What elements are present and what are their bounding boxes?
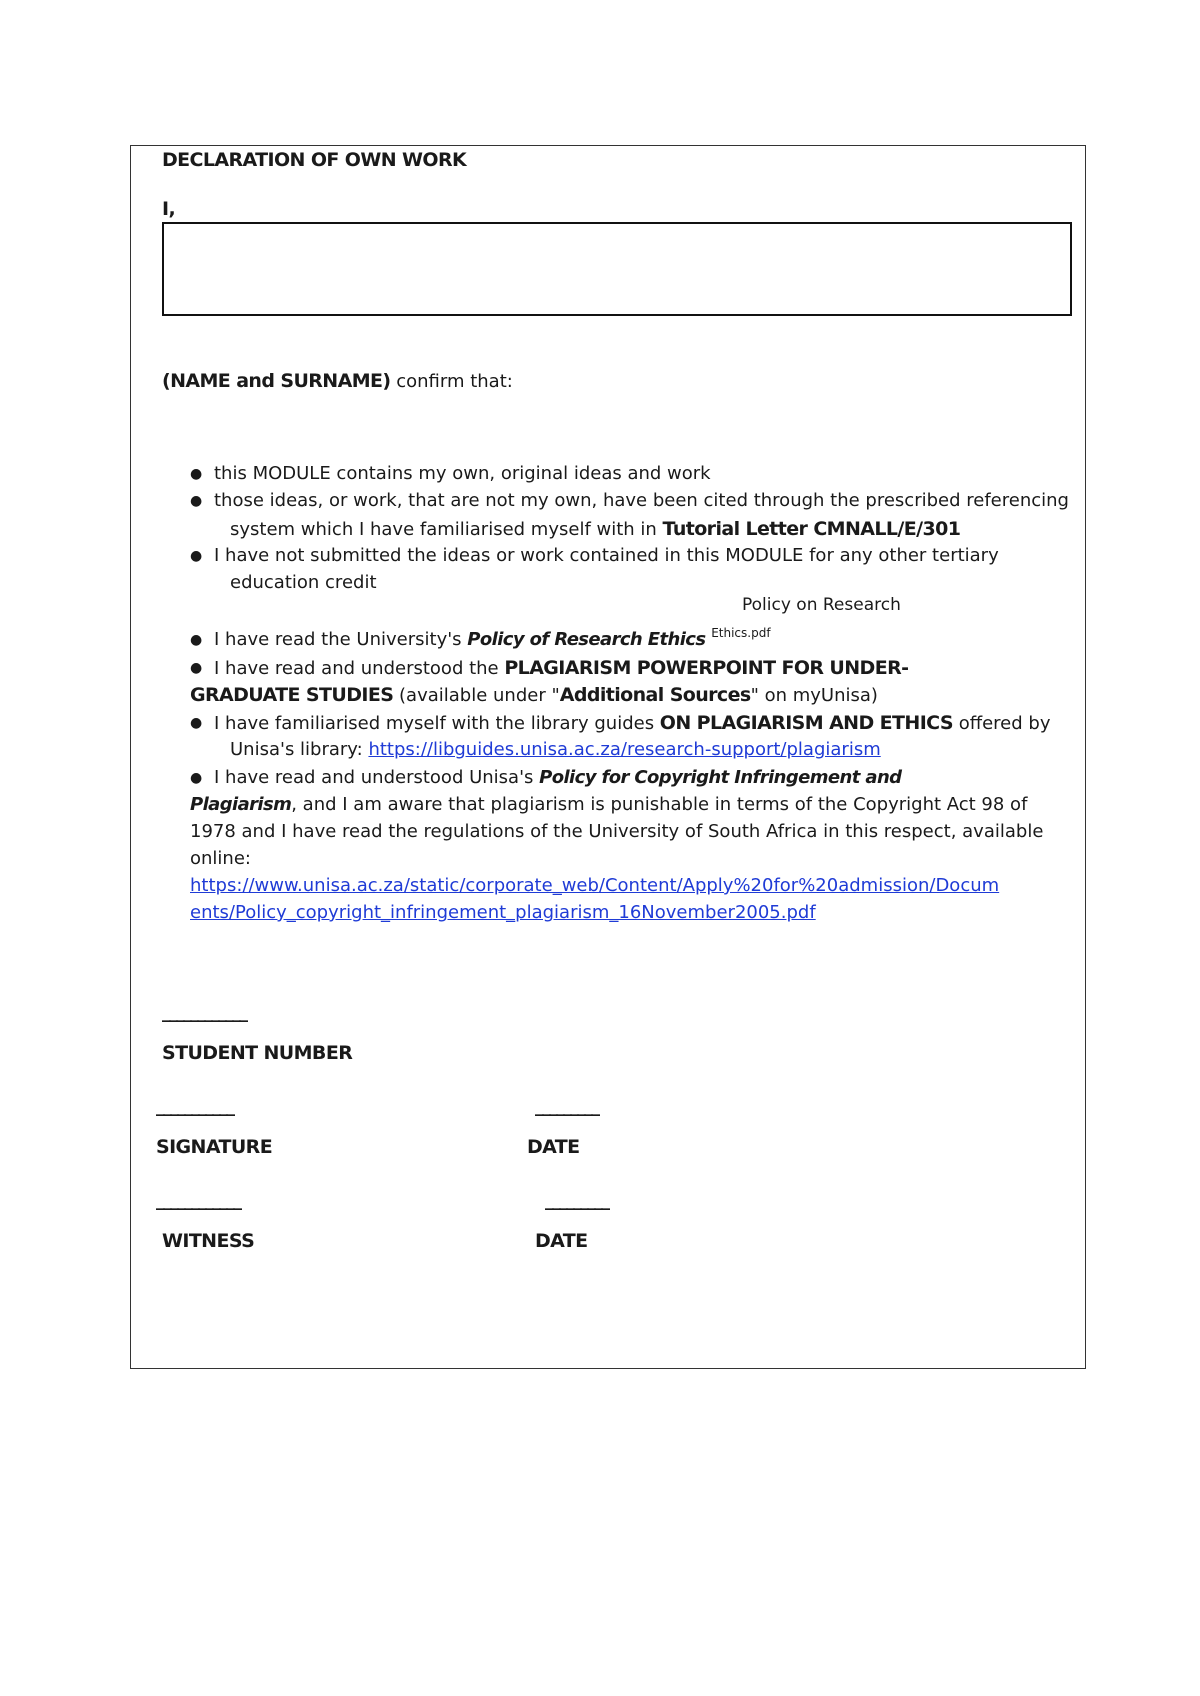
ethics-pdf-superscript: Ethics.pdf	[711, 626, 771, 640]
item-7-line6	[190, 902, 816, 924]
bullet-icon: ●	[190, 715, 203, 731]
copyright-policy-link-part2[interactable]: ents/Policy_copyright_infringement_plagiarism_16November2005.pdf	[190, 902, 816, 923]
tutorial-letter-ref: Tutorial Letter CMNALL/E/301	[662, 518, 961, 540]
item-2-line1: those ideas, or work, that are not my own, have been cited through the prescribed referencing	[214, 490, 1069, 511]
declaration-title: DECLARATION OF OWN WORK	[162, 149, 467, 171]
policy-on-research-text: Policy on Research	[742, 595, 901, 615]
witness-label: WITNESS	[162, 1230, 255, 1252]
i-label: I,	[162, 198, 176, 220]
signature-line[interactable]: ___________	[156, 1096, 233, 1117]
item-5-line1: I have read and understood the PLAGIARISM POWERPOINT FOR UNDER-	[214, 657, 909, 679]
item-5-line2: GRADUATE STUDIES (available under "Additional Sources" on myUnisa)	[190, 684, 878, 706]
item-7-line2: Plagiarism, and I am aware that plagiarism is punishable in terms of the Copyright Act 98 of	[190, 794, 1028, 815]
item-6-line2: Unisa's library: https://libguides.unisa.ac.za/research-support/plagiarism	[230, 739, 881, 760]
confirm-text: confirm that:	[390, 371, 513, 392]
copyright-policy-link-part1[interactable]: https://www.unisa.ac.za/static/corporate_web/Content/Apply%20for%20admission/Docum	[190, 875, 1000, 896]
item-7-line4: online:	[190, 848, 251, 869]
bullet-icon: ●	[190, 660, 203, 676]
date-line-2[interactable]: _________	[545, 1190, 608, 1211]
name-confirm-line	[162, 370, 513, 393]
witness-line[interactable]: ____________	[156, 1190, 240, 1211]
item-1-text: this MODULE contains my own, original ideas and work	[214, 463, 711, 484]
date-line-1[interactable]: _________	[535, 1096, 598, 1117]
item-7-line5	[190, 875, 999, 897]
item-6-line1: I have familiarised myself with the library guides ON PLAGIARISM AND ETHICS offered by	[214, 712, 1051, 734]
bullet-icon: ●	[190, 632, 203, 648]
item-3-line2: education credit	[230, 572, 377, 593]
item-3-line1: I have not submitted the ideas or work contained in this MODULE for any other tertiary	[214, 545, 999, 566]
bullet-icon: ●	[190, 493, 203, 509]
libguides-link[interactable]: https://libguides.unisa.ac.za/research-support/plagiarism	[368, 739, 881, 760]
item-7-line3: 1978 and I have read the regulations of the University of South Africa in this respect, available	[190, 821, 1044, 842]
item-2-line2: system which I have familiarised myself with in Tutorial Letter CMNALL/E/301	[230, 518, 961, 540]
student-number-line[interactable]: ____________	[162, 1002, 246, 1023]
student-number-label: STUDENT NUMBER	[162, 1042, 353, 1064]
bullet-icon: ●	[190, 770, 203, 786]
date-label-2: DATE	[535, 1230, 588, 1252]
bullet-icon: ●	[190, 466, 203, 482]
item-4-text: I have read the University's Policy of Research Ethics $^{Ethics.pdf}$	[214, 626, 771, 650]
item-7-line1: I have read and understood Unisa's Policy for Copyright Infringement and	[214, 767, 902, 788]
name-input-box[interactable]	[162, 222, 1072, 316]
bullet-icon: ●	[190, 548, 203, 564]
signature-label: SIGNATURE	[156, 1136, 273, 1158]
date-label-1: DATE	[527, 1136, 580, 1158]
name-surname-label: (NAME and SURNAME)	[162, 370, 391, 392]
research-ethics-policy: Policy of Research Ethics	[467, 629, 706, 650]
